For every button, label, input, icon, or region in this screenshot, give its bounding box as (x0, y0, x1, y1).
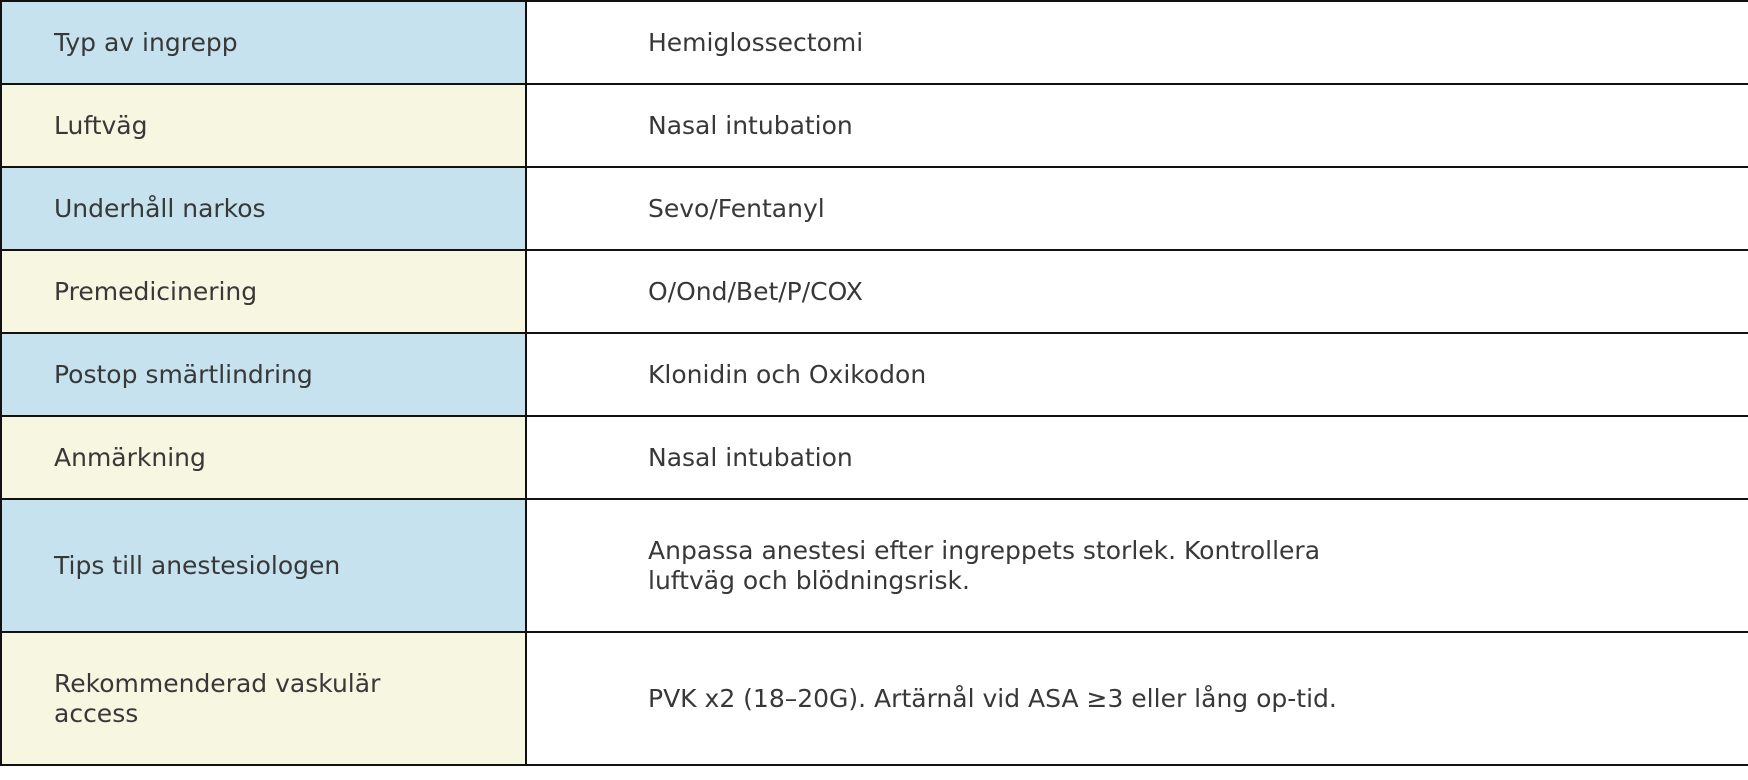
row-label-remark: Anmärkning (54, 442, 206, 472)
table-row (1, 632, 1748, 765)
row-label-tips: Tips till anestesiologen (54, 550, 341, 580)
row-value-postop-analgesia: Klonidin och Oxikodon (648, 359, 927, 389)
row-value-premedication: O/Ond/Bet/P/COX (648, 276, 863, 306)
row-label-postop-analgesia: Postop smärtlindring (54, 359, 313, 389)
table-row (1, 84, 1748, 167)
table-row (1, 416, 1748, 499)
row-label-cell (1, 167, 526, 250)
row-value-maintenance: Sevo/Fentanyl (648, 193, 825, 223)
row-value-tips: Anpassa anestesi efter ingreppets storlek. Kontrollera luftväg och blödningsrisk. (648, 535, 1321, 595)
row-value-cell (526, 416, 1748, 499)
row-label-vascular-access: Rekommenderad vaskulär access (54, 668, 381, 728)
row-label-cell (1, 333, 526, 416)
row-value-cell (526, 499, 1748, 632)
row-value-cell (526, 632, 1748, 765)
row-label-airway: Luftväg (54, 110, 148, 140)
row-label-cell (1, 1, 526, 84)
row-label-maintenance: Underhåll narkos (54, 193, 266, 223)
row-label-cell (1, 250, 526, 333)
row-value-cell (526, 84, 1748, 167)
row-value-procedure-type: Hemiglossectomi (648, 27, 864, 57)
row-label-cell (1, 632, 526, 765)
row-label-cell (1, 84, 526, 167)
row-value-remark: Nasal intubation (648, 442, 853, 472)
table-row (1, 333, 1748, 416)
row-value-cell (526, 333, 1748, 416)
row-label-cell (1, 416, 526, 499)
row-value-cell (526, 1, 1748, 84)
row-value-cell (526, 167, 1748, 250)
row-value-vascular-access: PVK x2 (18–20G). Artärnål vid ASA ≥3 eller lång op-tid. (648, 683, 1337, 713)
table-row (1, 499, 1748, 632)
table-row (1, 250, 1748, 333)
row-value-airway: Nasal intubation (648, 110, 853, 140)
row-label-procedure-type: Typ av ingrepp (54, 27, 238, 57)
table-row (1, 1, 1748, 84)
row-label-cell (1, 499, 526, 632)
table-row (1, 167, 1748, 250)
row-value-cell (526, 250, 1748, 333)
row-label-premedication: Premedicinering (54, 276, 258, 306)
